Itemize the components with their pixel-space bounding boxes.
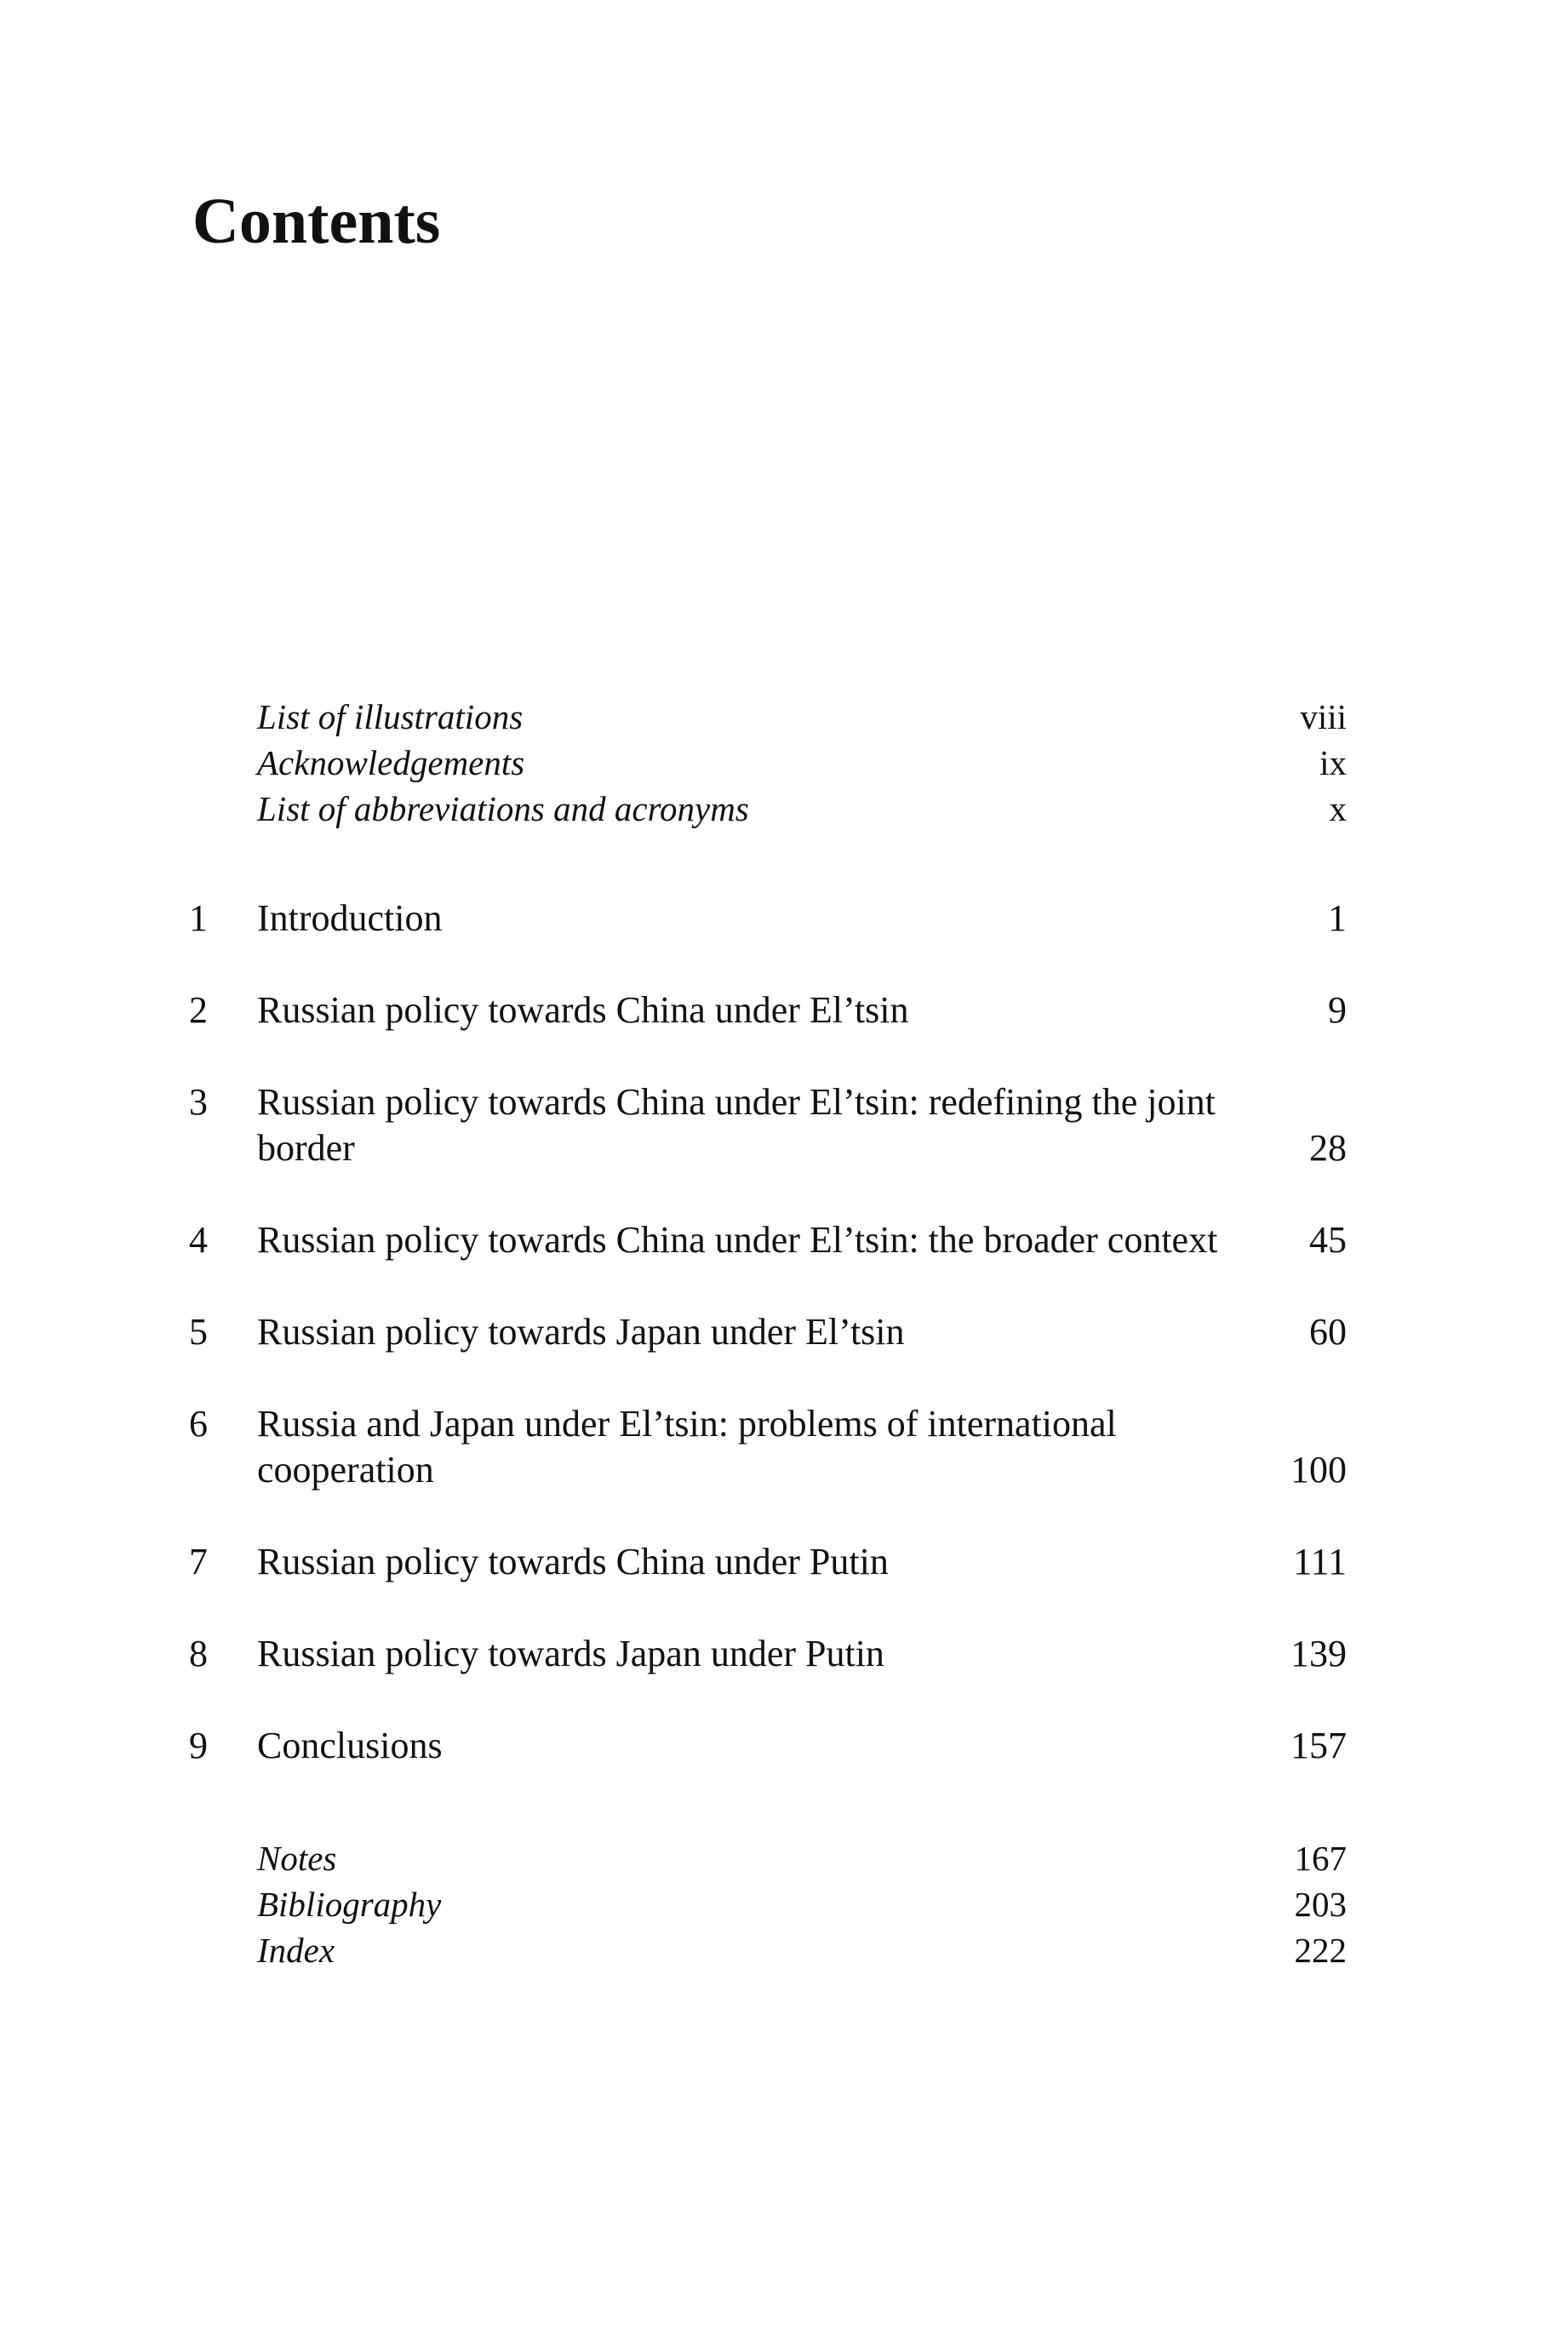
toc-entry-chapter[interactable]: [189, 1631, 1347, 1677]
chapter-title: Russian policy towards Japan under Putin: [257, 1633, 884, 1674]
toc-entry-front[interactable]: [189, 740, 1347, 786]
entry-title: List of abbreviations and acronyms: [257, 789, 749, 828]
front-matter-list: [189, 694, 1347, 832]
entry-page: 222: [1294, 1931, 1347, 1970]
chapter-list: [189, 896, 1347, 1769]
chapter-number: 8: [189, 1633, 208, 1674]
back-matter-list: [189, 1835, 1347, 1973]
chapter-page: 100: [1290, 1449, 1347, 1491]
toc-entry-back[interactable]: [189, 1927, 1347, 1973]
chapter-title: Russian policy towards China under El’tsin: the broader context: [257, 1219, 1218, 1261]
entry-page: x: [1329, 789, 1347, 828]
toc-entry-chapter[interactable]: [189, 1539, 1347, 1585]
chapter-page: 45: [1309, 1219, 1347, 1261]
toc-entry-chapter[interactable]: [189, 896, 1347, 941]
chapter-title: Russian policy towards Japan under El’tsin: [257, 1311, 905, 1353]
chapter-page: 28: [1309, 1127, 1347, 1169]
toc-entry-chapter[interactable]: [189, 987, 1347, 1033]
toc-entry-chapter[interactable]: [189, 1723, 1347, 1769]
chapter-number: 6: [189, 1403, 208, 1445]
entry-title: Bibliography: [257, 1885, 442, 1924]
toc-entry-chapter[interactable]: [189, 1217, 1347, 1263]
chapter-number: 3: [189, 1081, 208, 1123]
entry-title: List of illustrations: [257, 697, 524, 736]
chapter-page: 1: [1328, 897, 1347, 939]
chapter-title: Russian policy towards China under Putin: [257, 1541, 889, 1582]
toc-entry-chapter[interactable]: [189, 1401, 1347, 1493]
chapter-page: 111: [1293, 1541, 1347, 1582]
chapter-number: 5: [189, 1311, 208, 1353]
toc-entry-chapter[interactable]: [189, 1079, 1347, 1171]
toc-entry-back[interactable]: [189, 1835, 1347, 1881]
entry-title: Index: [257, 1931, 335, 1970]
toc-entry-back[interactable]: [189, 1881, 1347, 1927]
entry-title: Notes: [257, 1839, 337, 1878]
page-title: Contents: [192, 186, 441, 257]
entry-page: 167: [1294, 1839, 1347, 1878]
chapter-page: 157: [1290, 1725, 1347, 1766]
entry-title: Acknowledgements: [257, 743, 525, 782]
toc-entry-front[interactable]: [189, 694, 1347, 740]
entry-page: ix: [1319, 743, 1347, 782]
toc-entry-front[interactable]: [189, 786, 1347, 832]
table-of-contents: [189, 694, 1347, 1973]
chapter-number: 1: [189, 897, 208, 939]
chapter-title: Russia and Japan under El’tsin: problems of international cooperation: [257, 1403, 1117, 1491]
entry-page: viii: [1300, 697, 1347, 736]
chapter-number: 7: [189, 1541, 208, 1582]
chapter-title: Introduction: [257, 897, 443, 939]
chapter-title: Russian policy towards China under El’tsin: redefining the joint border: [257, 1081, 1216, 1169]
chapter-number: 4: [189, 1219, 208, 1261]
chapter-number: 2: [189, 989, 208, 1031]
chapter-title: Conclusions: [257, 1725, 443, 1766]
chapter-page: 9: [1328, 989, 1347, 1031]
chapter-number: 9: [189, 1725, 208, 1766]
chapter-title: Russian policy towards China under El’tsin: [257, 989, 909, 1031]
toc-entry-chapter[interactable]: [189, 1309, 1347, 1355]
chapter-page: 139: [1290, 1633, 1347, 1674]
entry-page: 203: [1294, 1885, 1347, 1924]
chapter-page: 60: [1309, 1311, 1347, 1353]
